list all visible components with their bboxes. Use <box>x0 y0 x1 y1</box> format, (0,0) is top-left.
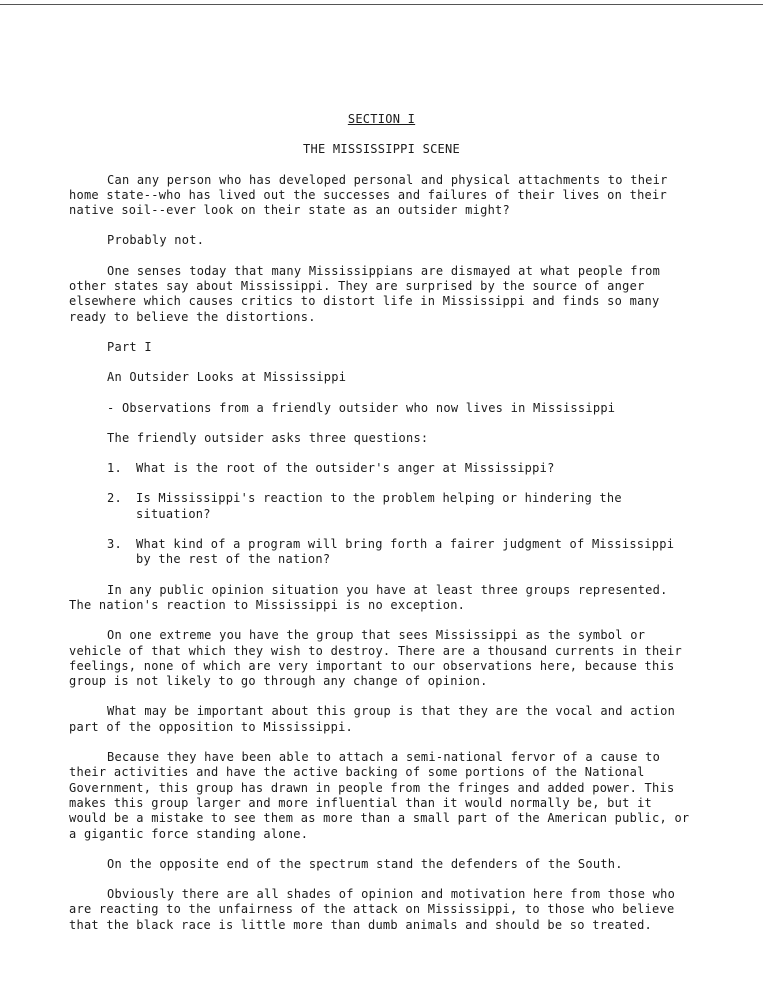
section-heading: SECTION I <box>347 112 416 126</box>
list-text: Is Mississippi's reaction to the problem helping or hindering the situation? <box>136 491 622 521</box>
list-item <box>107 491 694 522</box>
paragraph: Obviously there are all shades of opinion and motivation here from those who are reacting to the unfairness of the attack on Mississippi, to those who believe that the black race is little more than dumb animals and should be so treated. <box>69 887 676 932</box>
part-subtitle: - Observations from a friendly outsider who now lives in Mississippi <box>107 400 616 415</box>
paragraph: Probably not. <box>107 233 205 248</box>
list-number: 3. <box>107 537 122 552</box>
list-item <box>107 461 694 476</box>
list-text: What kind of a program will bring forth a fairer judgment of Mississippi by the rest of the nation? <box>136 537 675 567</box>
section-subheading: THE MISSISSIPPI SCENE <box>303 142 460 157</box>
part-title: An Outsider Looks at Mississippi <box>107 370 347 385</box>
paragraph: On one extreme you have the group that sees Mississippi as the symbol or vehicle of that which they wish to destroy. There are a thousand currents in their feelings, none of which are very important to our observations here, because this group is not likely to go through any change of opinion. <box>69 628 682 689</box>
paragraph: On the opposite end of the spectrum stand the defenders of the South. <box>107 856 623 871</box>
paragraph: One senses today that many Mississippians are dismayed at what people from other states say about Mississippi. They are surprised by the source of anger elsewhere which causes critics to distort life in Mississippi and finds so many ready to believe the distortions. <box>69 263 661 324</box>
scan-top-edge <box>0 4 763 5</box>
list-number: 2. <box>107 491 122 506</box>
document-page <box>69 112 694 948</box>
paragraph: What may be important about this group is that they are the vocal and action part of the opposition to Mississippi. <box>69 704 676 734</box>
list-text: What is the root of the outsider's anger at Mississippi? <box>136 461 555 476</box>
paragraph: In any public opinion situation you have at least three groups represented. The nation's reaction to Mississippi is no exception. <box>69 582 668 612</box>
paragraph: Because they have been able to attach a semi-national fervor of a cause to their activities and have the active backing of some portions of the National Government, this group has drawn in people from the fringes and added power. This makes this group larger and more influential than it would normally be, but it would be a mistake to see them as more than a small part of the American public, or a gigantic force standing alone. <box>69 750 690 841</box>
list-item <box>107 537 694 568</box>
paragraph: Can any person who has developed personal and physical attachments to their home state--who has lived out the successes and failures of their lives on their native soil--ever look on their state as an outsider might? <box>69 172 668 218</box>
questions-intro: The friendly outsider asks three questions: <box>107 430 429 445</box>
list-number: 1. <box>107 461 122 476</box>
part-label: Part I <box>107 339 152 354</box>
